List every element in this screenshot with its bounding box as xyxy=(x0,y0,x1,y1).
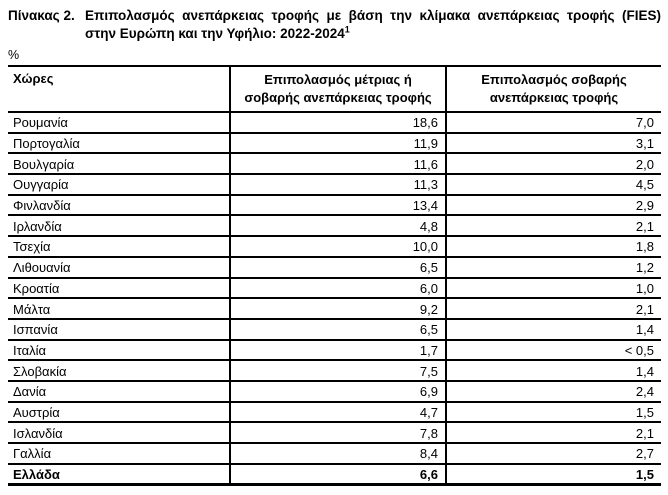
header-severe xyxy=(446,66,661,112)
table-row xyxy=(8,298,661,319)
severe-value-cell: 1,5 xyxy=(446,402,661,423)
footnote-superscript: 1 xyxy=(344,24,350,35)
table-row xyxy=(8,112,661,133)
severe-value-cell: 1,5 xyxy=(446,464,661,485)
table-row xyxy=(8,340,661,361)
table-row xyxy=(8,381,661,402)
table-row xyxy=(8,464,661,485)
header-moderate-line2: σοβαρής ανεπάρκειας τροφής xyxy=(244,90,432,105)
moderate-value-cell: 8,4 xyxy=(230,443,446,464)
moderate-value-cell: 10,0 xyxy=(230,236,446,257)
country-cell: Ελλάδα xyxy=(8,464,230,485)
moderate-value-cell: 18,6 xyxy=(230,112,446,133)
severe-value-cell: 2,7 xyxy=(446,443,661,464)
table-row xyxy=(8,195,661,216)
severe-value-cell: 1,4 xyxy=(446,360,661,381)
table-title-line2-text: στην Ευρώπη και την Υφήλιο: 2022-2024 xyxy=(85,26,345,41)
table-body xyxy=(8,112,661,484)
table-title-label: Πίνακας 2. xyxy=(8,8,75,23)
unit-label: % xyxy=(8,48,20,62)
moderate-value-cell: 6,5 xyxy=(230,257,446,278)
header-country: Χώρες xyxy=(8,66,230,112)
severe-value-cell: 2,1 xyxy=(446,422,661,443)
table-row xyxy=(8,174,661,195)
moderate-value-cell: 7,5 xyxy=(230,360,446,381)
country-cell: Γαλλία xyxy=(8,443,230,464)
table-row xyxy=(8,402,661,423)
severe-value-cell: 3,1 xyxy=(446,133,661,154)
data-table xyxy=(8,65,661,486)
moderate-value-cell: 4,7 xyxy=(230,402,446,423)
table-row xyxy=(8,133,661,154)
country-cell: Κροατία xyxy=(8,278,230,299)
moderate-value-cell: 9,2 xyxy=(230,298,446,319)
severe-value-cell: 2,1 xyxy=(446,298,661,319)
country-cell: Φινλανδία xyxy=(8,195,230,216)
table-title xyxy=(8,7,661,25)
country-cell: Αυστρία xyxy=(8,402,230,423)
country-cell: Σλοβακία xyxy=(8,360,230,381)
moderate-value-cell: 4,8 xyxy=(230,215,446,236)
moderate-value-cell: 6,9 xyxy=(230,381,446,402)
country-cell: Ιρλανδία xyxy=(8,215,230,236)
severe-value-cell: 7,0 xyxy=(446,112,661,133)
table-header-row xyxy=(8,66,661,112)
header-moderate-line1: Επιπολασμός μέτριας ή xyxy=(264,72,412,87)
table-row xyxy=(8,257,661,278)
moderate-value-cell: 6,5 xyxy=(230,319,446,340)
country-cell: Βουλγαρία xyxy=(8,153,230,174)
moderate-value-cell: 11,9 xyxy=(230,133,446,154)
severe-value-cell: 1,2 xyxy=(446,257,661,278)
moderate-value-cell: 11,3 xyxy=(230,174,446,195)
country-cell: Ουγγαρία xyxy=(8,174,230,195)
severe-value-cell: 1,8 xyxy=(446,236,661,257)
table-title-line1: Επιπολασμός ανεπάρκειας τροφής με βάση την κλίμακα ανεπάρκειας τροφής (FIES) xyxy=(85,8,661,23)
table-row xyxy=(8,215,661,236)
table-row xyxy=(8,153,661,174)
moderate-value-cell: 11,6 xyxy=(230,153,446,174)
severe-value-cell: 1,0 xyxy=(446,278,661,299)
severe-value-cell: 1,4 xyxy=(446,319,661,340)
moderate-value-cell: 7,8 xyxy=(230,422,446,443)
country-cell: Λιθουανία xyxy=(8,257,230,278)
header-moderate xyxy=(230,66,446,112)
severe-value-cell: 2,1 xyxy=(446,215,661,236)
severe-value-cell: 2,0 xyxy=(446,153,661,174)
table-header xyxy=(8,66,661,112)
table-row xyxy=(8,360,661,381)
country-cell: Ισλανδία xyxy=(8,422,230,443)
table-row xyxy=(8,319,661,340)
severe-value-cell: 2,9 xyxy=(446,195,661,216)
header-severe-line2: ανεπάρκειας τροφής xyxy=(489,90,619,105)
moderate-value-cell: 13,4 xyxy=(230,195,446,216)
header-severe-line1: Επιπολασμός σοβαρής xyxy=(481,72,627,87)
moderate-value-cell: 6,0 xyxy=(230,278,446,299)
table-row xyxy=(8,443,661,464)
country-cell: Μάλτα xyxy=(8,298,230,319)
severe-value-cell: < 0,5 xyxy=(446,340,661,361)
table-row xyxy=(8,236,661,257)
country-cell: Ρουμανία xyxy=(8,112,230,133)
moderate-value-cell: 6,6 xyxy=(230,464,446,485)
table-title-line2 xyxy=(85,25,661,43)
severe-value-cell: 2,4 xyxy=(446,381,661,402)
country-cell: Ισπανία xyxy=(8,319,230,340)
table-row xyxy=(8,422,661,443)
moderate-value-cell: 1,7 xyxy=(230,340,446,361)
country-cell: Δανία xyxy=(8,381,230,402)
severe-value-cell: 4,5 xyxy=(446,174,661,195)
table-row xyxy=(8,278,661,299)
country-cell: Ιταλία xyxy=(8,340,230,361)
country-cell: Πορτογαλία xyxy=(8,133,230,154)
country-cell: Τσεχία xyxy=(8,236,230,257)
